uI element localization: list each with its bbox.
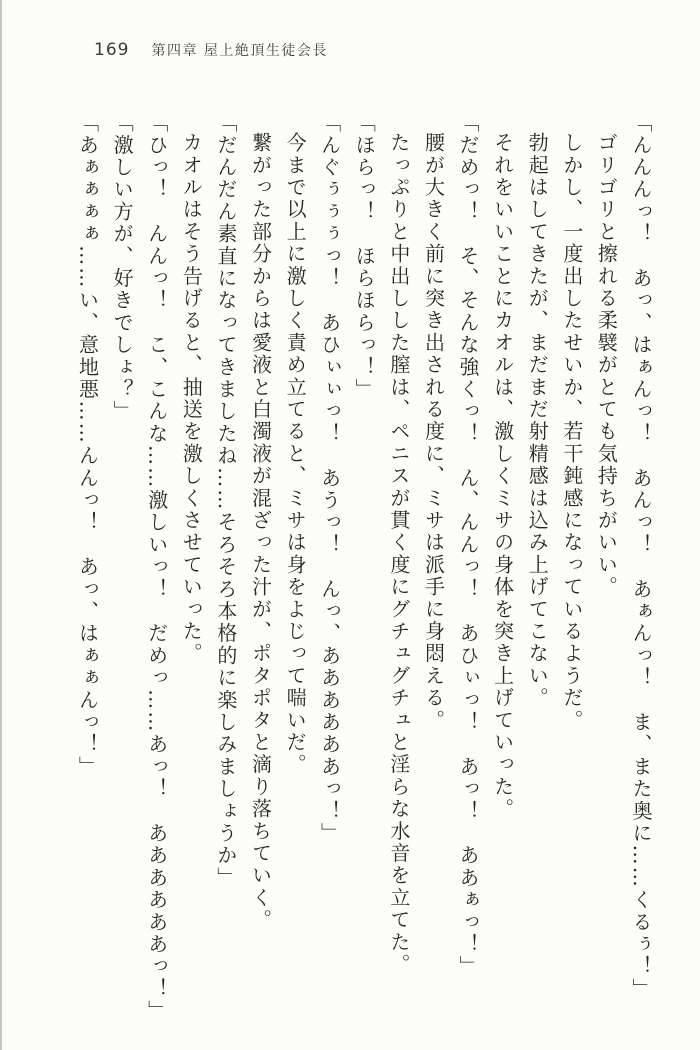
page-number: 169 [94, 40, 130, 60]
paragraph-line: 「んんんっ！ あっ、はぁんっ！ あんっ！ あぁんっ！ ま、また奥に……くるぅ！」 [629, 112, 653, 1000]
paragraph-line: 勃起はしてきたが、まだまだ射精感は込み上げてこない。 [525, 132, 550, 710]
paragraph-line: 「ひっ！ んんっ！ こ、こんな……激しいっ！ だめっ……あっ！ ああああああっ！」 [144, 112, 169, 1023]
paragraph-line: 「んぐぅぅぅっ！ あひぃぃっ！ あうっ！ んっ、ああああああっ！」 [317, 112, 342, 845]
paragraph-line: 「だんだん素直になってきましたね……そろそろ本格的に楽しみましょうか」 [213, 112, 238, 889]
paragraph-line: 今まで以上に激しく責め立てると、ミサは身をよじって喘いだ。 [283, 132, 308, 776]
paragraph-line: 「激しい方が、好きでしょ？」 [110, 112, 135, 423]
paragraph-line: ゴリゴリと擦れる柔襞がとても気持ちがいい。 [594, 132, 619, 599]
paragraph-line: カオルはそう告げると、抽送を激しくさせていった。 [179, 132, 204, 665]
paragraph-line: 「あぁぁぁぁ……い、意地悪……んんっ！ あっ、はぁぁんっ！」 [75, 112, 100, 778]
page-left-edge [0, 0, 2, 1050]
paragraph-line: 繋がった部分からは愛液と白濁液が混ざった汁が、ポタポタと滴り落ちていく。 [248, 132, 273, 932]
text-body [38, 112, 658, 1032]
paragraph-line: 「ほらっ！ ほらほらっ！」 [352, 112, 377, 401]
paragraph-line: しかし、一度出したせいか、若干鈍感になっているようだ。 [559, 132, 584, 732]
paragraph-line: 「だめっ！ そ、そんな強くっ！ ん、んんっ！ あひぃっ！ あっ！ ああぁっ！」 [456, 112, 481, 978]
paragraph-line: 腰が大きく前に突き出される度に、ミサは派手に身悶える。 [421, 132, 446, 732]
chapter-title: 第四章 屋上絶頂生徒会長 [151, 43, 328, 59]
paragraph-line: それをいいことにカオルは、激しくミサの身体を突き上げていった。 [490, 132, 515, 821]
paragraph-line: たっぷりと中出しした膣は、ペニスが貫く度にグチュグチュと淫らな水音を立てた。 [386, 132, 411, 976]
page-header [94, 40, 328, 60]
